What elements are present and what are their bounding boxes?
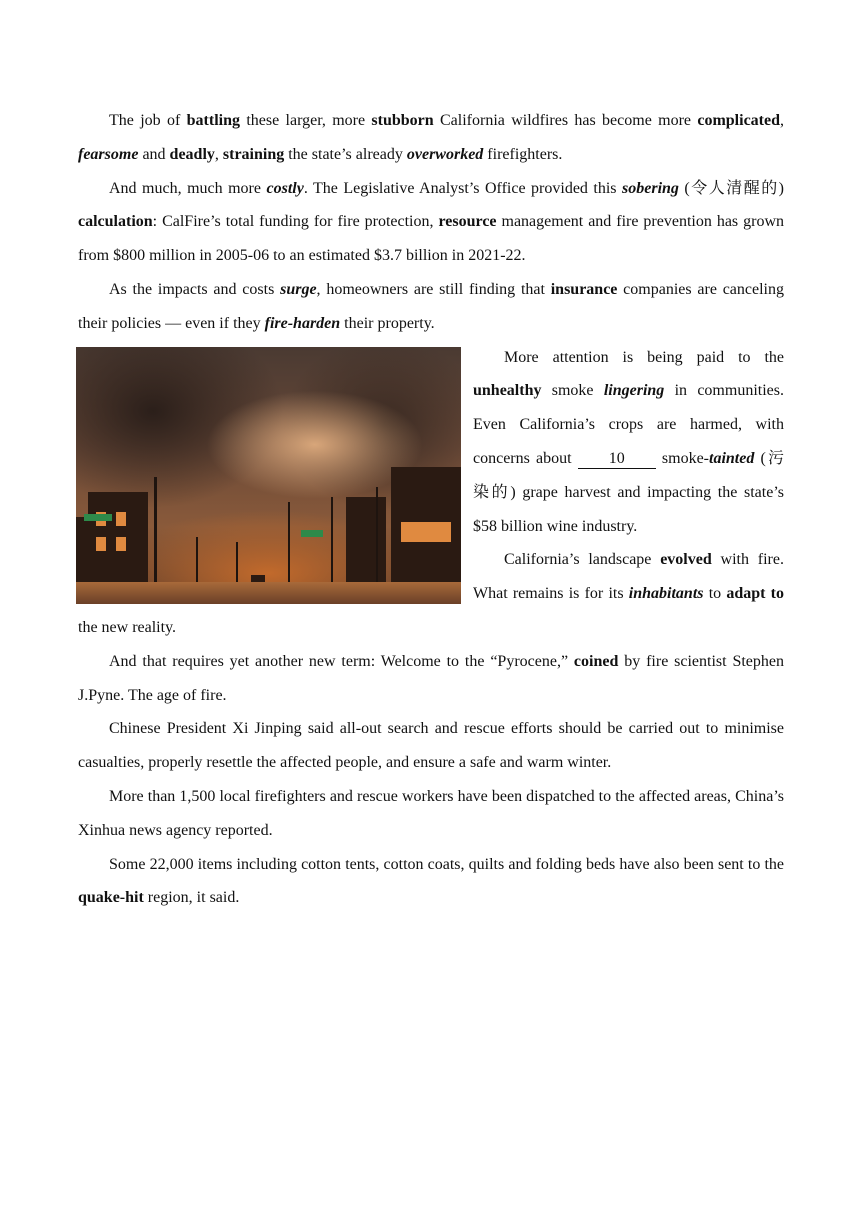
- keyword: lingering: [603, 382, 665, 400]
- text-run: companies are canceling their policies — even if they: [78, 280, 784, 332]
- answer-blank: 10: [578, 450, 656, 469]
- keyword: tainted: [709, 449, 755, 467]
- text-run: by fire scientist Stephen J.Pyne. The age of fire.: [78, 652, 784, 704]
- text-run: More attention is being paid to the: [504, 348, 784, 366]
- text-run: As the impacts and costs: [109, 280, 281, 298]
- keyword: overworked: [406, 145, 484, 163]
- text-run: (令人清醒的): [678, 179, 785, 197]
- keyword: insurance: [550, 280, 618, 298]
- text-run: : CalFire’s total funding for fire protection,: [152, 213, 439, 231]
- text-run: the new reality.: [78, 618, 177, 636]
- keyword: evolved: [660, 551, 712, 569]
- text-run: The job of: [109, 112, 187, 129]
- text-run: with fire. What remains is for its: [473, 551, 784, 603]
- keyword: sobering: [622, 179, 679, 197]
- paragraph: [78, 104, 784, 172]
- keyword: coined: [573, 652, 619, 670]
- wildfire-street-photo: [76, 347, 461, 604]
- paragraph: [78, 273, 784, 341]
- text-run: management and fire prevention has grown from $800 million in 2005-06 to an estimated $3.7 billion in 2021-22.: [78, 213, 784, 265]
- keyword: calculation: [78, 213, 153, 231]
- text-run: ,: [780, 112, 784, 129]
- keyword: deadly: [169, 145, 215, 163]
- keyword: fearsome: [78, 145, 139, 163]
- text-run: More than 1,500 local firefighters and rescue workers have been dispatched to the affected areas, China’s Xinhua news agency reported.: [78, 787, 784, 839]
- text-run: Some 22,000 items including cotton tents, cotton coats, quilts and folding beds have also been sent to the: [109, 855, 784, 873]
- text-run: And that requires yet another new term: Welcome to the “Pyrocene,”: [109, 652, 574, 670]
- text-run: California wildfires has become more: [433, 112, 698, 129]
- keyword: stubborn: [371, 112, 434, 129]
- keyword: resource: [438, 213, 497, 231]
- text-run: and: [138, 145, 170, 163]
- text-run: these larger, more: [239, 112, 372, 129]
- paragraph: [78, 172, 784, 273]
- text-run: Chinese President Xi Jinping said all-out search and rescue efforts should be carried out to minimise casualties, properly resettle the affected people, and ensure a safe and warm winter.: [78, 720, 784, 772]
- keyword: battling: [186, 112, 240, 129]
- keyword: surge: [280, 280, 317, 298]
- text-run: California’s landscape: [504, 551, 661, 569]
- keyword: unhealthy: [473, 382, 542, 400]
- text-run: firefighters.: [483, 145, 563, 163]
- text-run: to: [703, 585, 727, 603]
- keyword: quake-hit: [78, 889, 144, 907]
- text-run: ,: [214, 145, 223, 163]
- paragraph: [78, 645, 784, 713]
- text-run: the state’s already: [284, 145, 407, 163]
- keyword: costly: [266, 179, 304, 197]
- text-run: (污染的) grape harvest and impacting the state’s $58 billion wine industry.: [473, 449, 784, 535]
- paragraph: [78, 848, 784, 916]
- keyword: straining: [222, 145, 285, 163]
- keyword: fire-harden: [264, 314, 341, 332]
- text-run: their property.: [340, 314, 435, 332]
- text-run: smoke-: [655, 449, 709, 467]
- paragraph: [78, 780, 784, 848]
- text-run: in communities. Even California’s crops are harmed, with concerns about: [473, 382, 784, 467]
- text-run: , homeowners are still finding that: [316, 280, 551, 298]
- text-run: . The Legislative Analyst’s Office provided this: [303, 179, 623, 197]
- text-run: smoke: [541, 382, 604, 400]
- keyword: inhabitants: [628, 585, 704, 603]
- paragraph: [78, 712, 784, 780]
- keyword: adapt to: [726, 585, 785, 603]
- article-body: [78, 104, 784, 915]
- keyword: complicated: [697, 112, 780, 129]
- text-run: And much, much more: [109, 179, 267, 197]
- text-run: region, it said.: [143, 889, 240, 907]
